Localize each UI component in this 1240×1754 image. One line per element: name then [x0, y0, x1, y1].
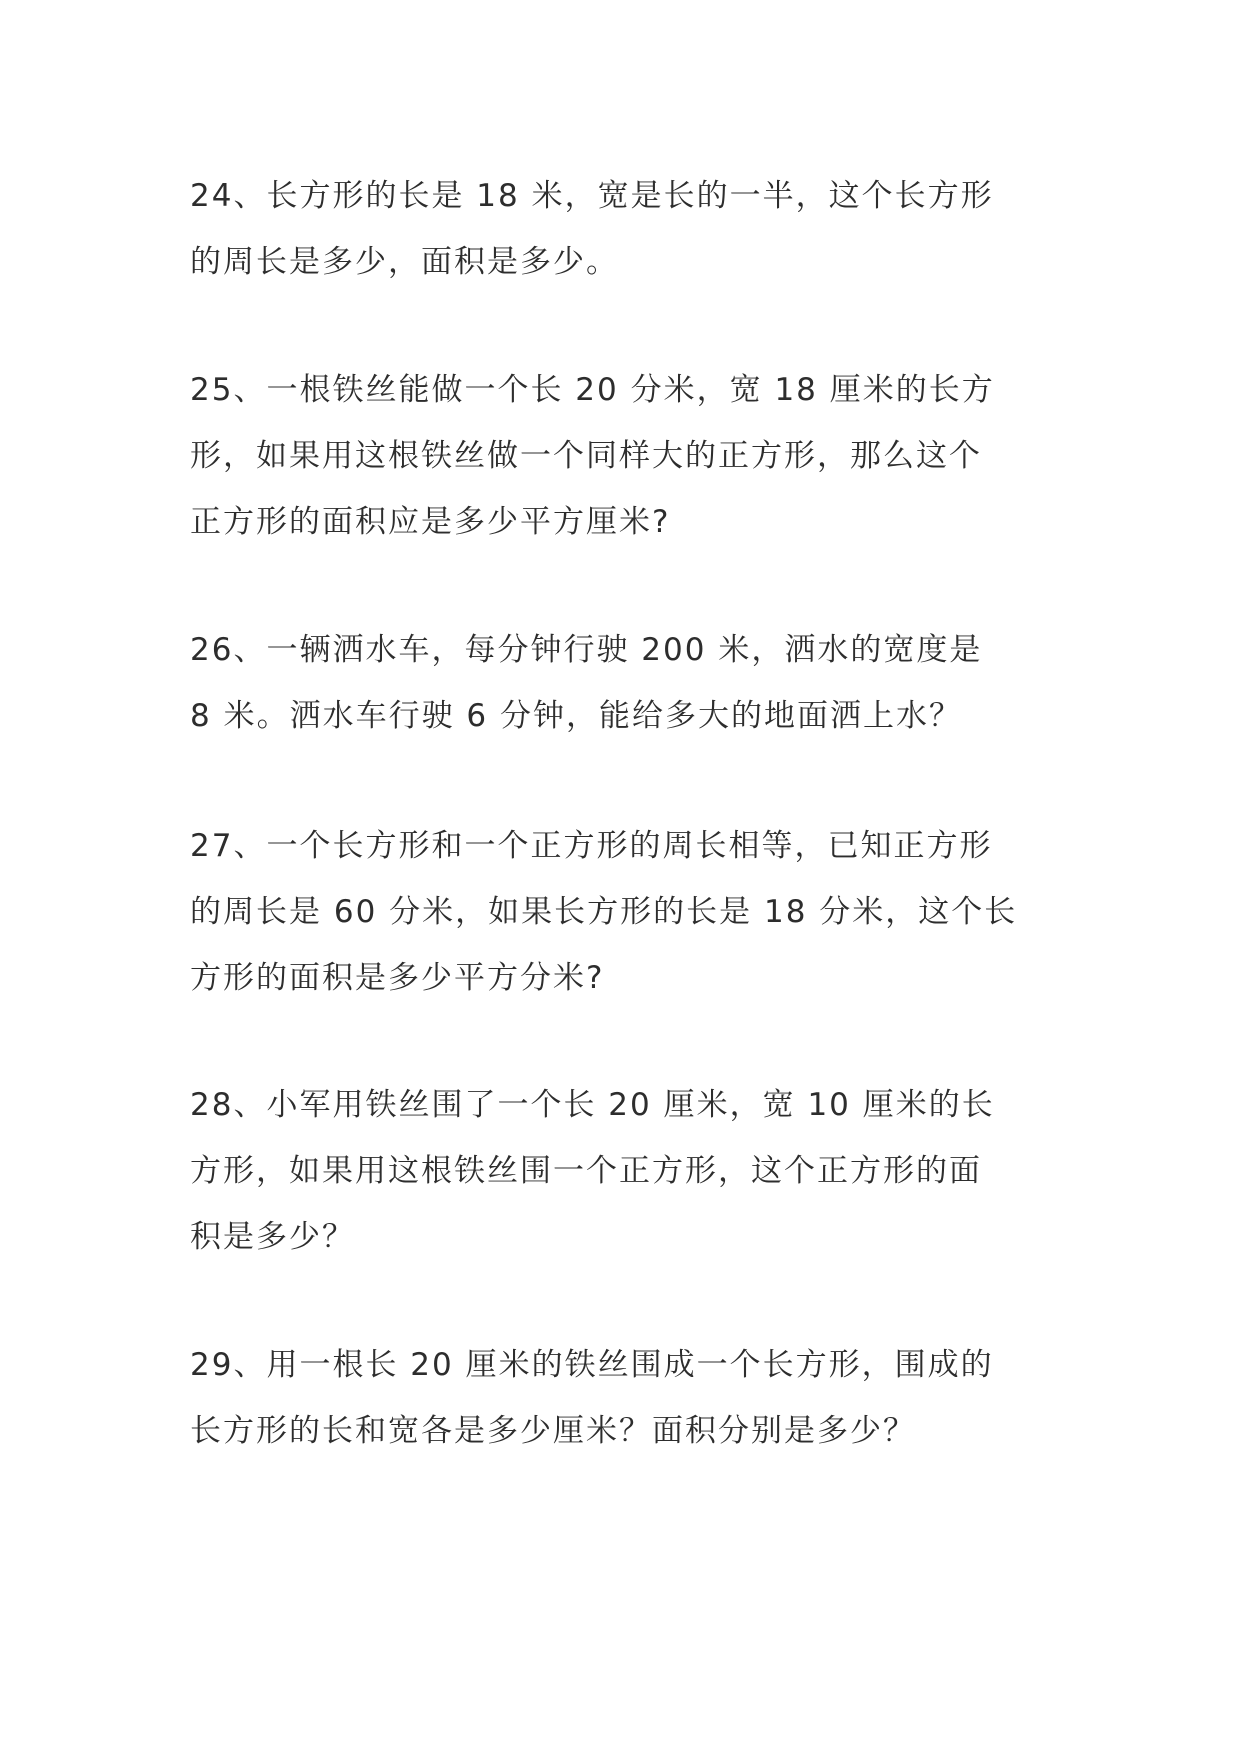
question-text-line: 的周长是多少，面积是多少。 [190, 244, 619, 280]
question-text-line: 长方形的长和宽各是多少厘米？面积分别是多少？ [190, 1413, 916, 1449]
question-text-line: 25、一根铁丝能做一个长 20 分米，宽 18 厘米的长方 [190, 372, 995, 408]
question-text-line: 的周长是 60 分米，如果长方形的长是 18 分米，这个长 [190, 894, 1018, 930]
question-text-line: 8 米。洒水车行驶 6 分钟，能给多大的地面洒上水？ [190, 698, 963, 734]
question-text-line: 26、一辆洒水车，每分钟行驶 200 米，洒水的宽度是 [190, 632, 983, 668]
question-28 [190, 1072, 1070, 1270]
question-24 [190, 163, 1070, 295]
question-text-line: 29、用一根长 20 厘米的铁丝围成一个长方形，围成的 [190, 1347, 994, 1383]
question-text-line: 方形，如果用这根铁丝围一个正方形，这个正方形的面 [190, 1153, 982, 1189]
question-25 [190, 357, 1070, 555]
question-27 [190, 813, 1070, 1011]
question-text-line: 形，如果用这根铁丝做一个同样大的正方形，那么这个 [190, 438, 982, 474]
question-text-line: 27、一个长方形和一个正方形的周长相等，已知正方形 [190, 828, 993, 864]
question-text-line: 积是多少？ [190, 1219, 355, 1255]
question-29 [190, 1332, 1070, 1464]
question-text-line: 正方形的面积应是多少平方厘米? [190, 504, 671, 540]
question-text-line: 方形的面积是多少平方分米? [190, 960, 605, 996]
question-26 [190, 617, 1070, 749]
question-text-line: 24、长方形的长是 18 米，宽是长的一半，这个长方形 [190, 178, 994, 214]
question-text-line: 28、小军用铁丝围了一个长 20 厘米，宽 10 厘米的长 [190, 1087, 995, 1123]
